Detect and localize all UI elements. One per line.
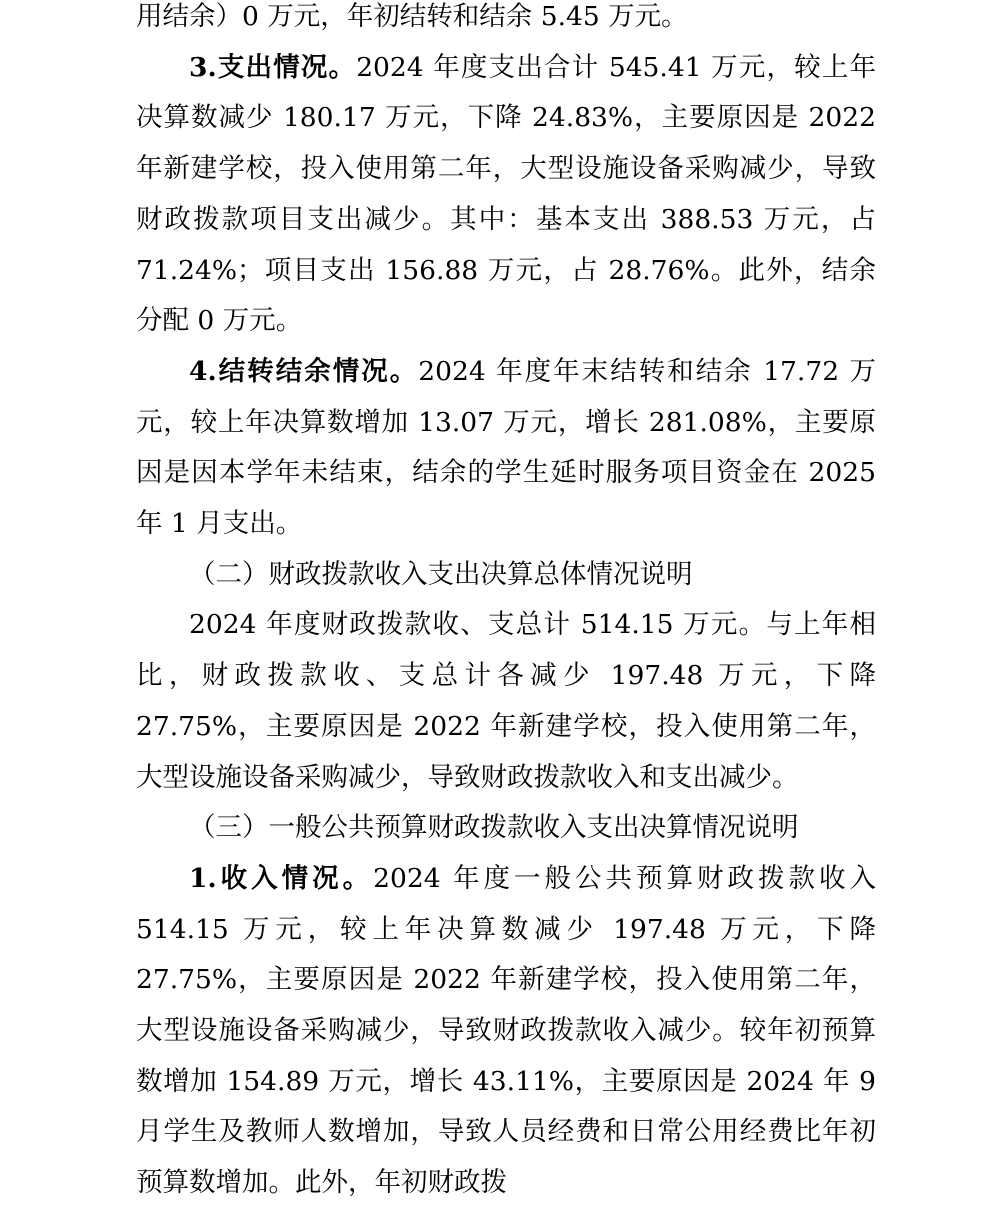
- section-heading-general-budget: [136, 803, 876, 854]
- section-heading-text: （三）一般公共预算财政拨款收入支出决算情况说明: [189, 812, 799, 844]
- document-body: [136, 0, 876, 1209]
- paragraph-carryover-balance: [136, 347, 876, 550]
- paragraph-fiscal-overview: [136, 600, 876, 803]
- paragraph-heading: 4.结转结余情况。: [189, 355, 419, 387]
- paragraph-heading: 1.收入情况。: [189, 862, 374, 894]
- paragraph-text: 2024 年度一般公共预算财政拨款收入 514.15 万元，较上年决算数减少 197.48 万元，下降 27.75%，主要原因是 2022 年新建学校，投入使用第二年，大型设施设备采购减少，导致财政拨款收入减少。较年初预算数增加 154.89 万元，增长 43.11%，主要原因是 2024 年 9 月学生及教师人数增加，导致人员经费和日常公用经费比年初预算数增加。此外，年初财政拨: [136, 862, 876, 1199]
- paragraph-heading: 3.支出情况。: [189, 51, 357, 83]
- paragraph-income-carryover: [136, 0, 876, 43]
- paragraph-text: 2024 年度财政拨款收、支总计 514.15 万元。与上年相比，财政拨款收、支总计各减少 197.48 万元，下降 27.75%，主要原因是 2022 年新建学校，投入使用第二年，大型设施设备采购减少，导致财政拨款收入和支出减少。: [136, 609, 876, 793]
- paragraph-text: 用结余）0 万元，年初结转和结余 5.45 万元。: [136, 1, 688, 32]
- section-heading-fiscal-overview: [136, 550, 876, 601]
- section-heading-text: （二）财政拨款收入支出决算总体情况说明: [189, 558, 693, 590]
- paragraph-text: 2024 年度年末结转和结余 17.72 万元，较上年决算数增加 13.07 万元，增长 281.08%，主要原因是因本学年未结束，结余的学生延时服务项目资金在 2025 年 1 月支出。: [136, 355, 876, 540]
- paragraph-expenditure: [136, 43, 876, 347]
- paragraph-general-budget-income: [136, 854, 876, 1209]
- paragraph-text: 2024 年度支出合计 545.41 万元，较上年决算数减少 180.17 万元，下降 24.83%，主要原因是 2022 年新建学校，投入使用第二年，大型设施设备采购减少，导致财政拨款项目支出减少。其中：基本支出 388.53 万元，占 71.24%；项目支出 156.88 万元，占 28.76%。此外，结余分配 0 万元。: [136, 51, 876, 337]
